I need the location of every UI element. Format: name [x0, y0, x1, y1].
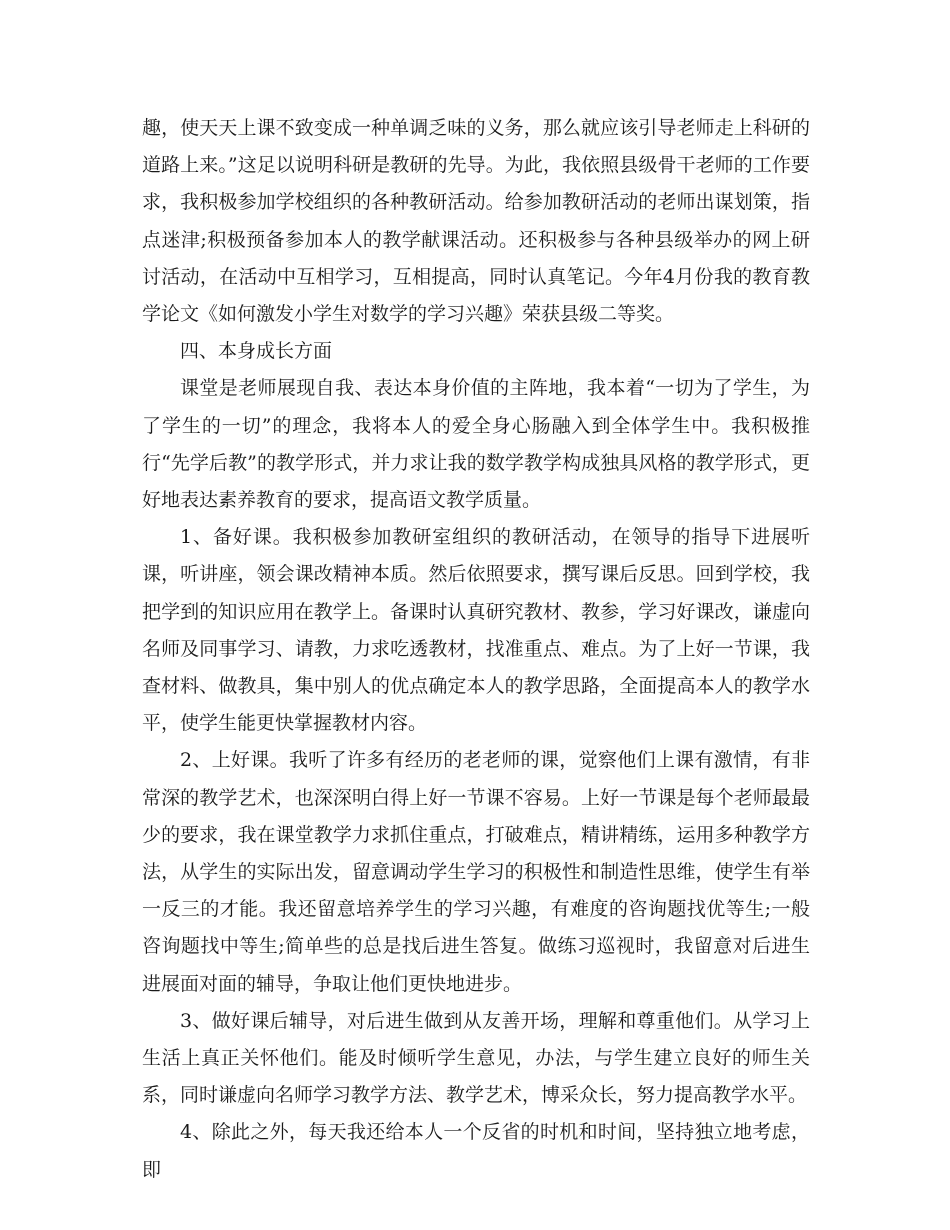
- paragraph-lesson-preparation: 1、备好课。我积极参加教研室组织的教研活动，在领导的指导下进展听课，听讲座，领会课改精神本质。然后依照要求，撰写课后反思。回到学校，我把学到的知识应用在教学上。备课时认真研究教材、教参，学习好课改，谦虚向名师及同事学习、请教，力求吃透教材，找准重点、难点。为了上好一节课，我查材料、做教具，集中别人的优点确定本人的教学思路，全面提高本人的教学水平，使学生能更快掌握教材内容。: [142, 526, 810, 735]
- paragraph-research-continuation: 趣，使天天上课不致变成一种单调乏味的义务，那么就应该引导老师走上科研的道路上来。”这足以说明科研是教研的先导。为此，我依照县级骨干老师的工作要求，我积极参加学校组织的各种教研活动。给参加教研活动的老师出谋划策，指点迷津;积极预备参加本人的教学献课活动。还积极参与各种县级举办的网上研讨活动，在活动中互相学习，互相提高，同时认真笔记。今年4月份我的教育教学论文《如何激发小学生对数学的学习兴趣》荣获县级二等奖。: [142, 117, 810, 326]
- paragraph-self-reflection: 4、除此之外，每天我还给本人一个反省的时机和时间，坚持独立地考虑，即: [142, 1121, 810, 1181]
- paragraph-teaching-lessons: 2、上好课。我听了许多有经历的老老师的课，觉察他们上课有激情，有非常深的教学艺术，也深深明白得上好一节课不容易。上好一节课是每个老师最最少的要求，我在课堂教学力求抓住重点，打破难点，精讲精练，运用多种教学方法，从学生的实际出发，留意调动学生学习的积极性和制造性思维，使学生有举一反三的才能。我还留意培养学生的学习兴趣，有难度的咨询题找优等生;一般咨询题找中等生;简单些的总是找后进生答复。做练习巡视时，我留意对后进生进展面对面的辅导，争取让他们更快地进步。: [142, 749, 810, 995]
- document-body: [142, 110, 810, 1189]
- section-heading-self-growth: 四、本身成长方面: [180, 340, 333, 363]
- paragraph-classroom-intro: 课堂是老师展现自我、表达本身价值的主阵地，我本着“一切为了学生，为了学生的一切”的理念，我将本人的爱全身心肠融入到全体学生中。我积极推行“先学后教”的教学形式，并力求让我的数学教学构成独具风格的教学形式，更好地表达素养教育的要求，提高语文教学质量。: [142, 377, 810, 512]
- paragraph-after-class-tutoring: 3、做好课后辅导，对后进生做到从友善开场，理解和尊重他们。从学习上生活上真正关怀他们。能及时倾听学生意见，办法，与学生建立良好的师生关系，同时谦虚向名师学习教学方法、教学艺术，博采众长，努力提高教学水平。: [142, 1009, 810, 1107]
